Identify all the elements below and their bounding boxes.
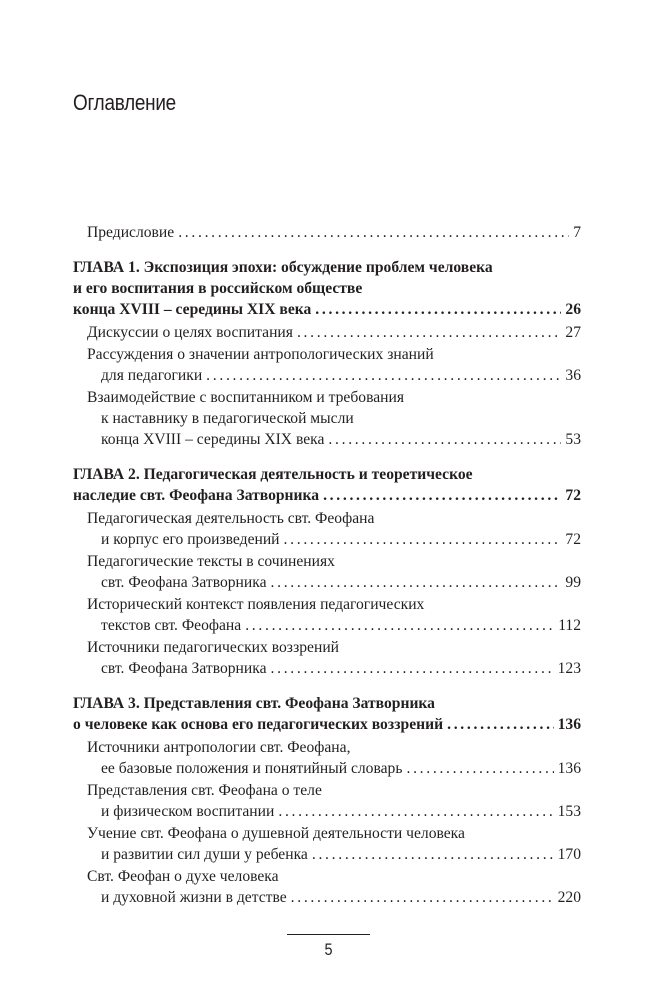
dot-leader — [312, 844, 554, 865]
toc-entry-line: конца XVIII – середины XIX века — [73, 301, 312, 318]
toc-section[interactable] — [73, 823, 581, 865]
dot-leader — [284, 529, 562, 550]
footer-rule — [287, 934, 370, 935]
dot-leader — [297, 322, 561, 343]
page-title: Оглавление — [73, 90, 176, 115]
toc-entry-line: свт. Феофана Затворника — [101, 574, 267, 591]
toc-entry-last-line — [87, 844, 581, 865]
dot-leader — [291, 887, 554, 908]
dot-leader — [406, 758, 553, 779]
toc-entry-line: к наставнику в педагогической мысли — [101, 410, 354, 427]
toc-entry-line: Источники педагогических воззрений — [87, 639, 340, 656]
toc-entry-line: и корпус его произведений — [101, 531, 280, 548]
chapter-list — [73, 257, 581, 908]
toc-entry-line: Педагогические тексты в сочинениях — [87, 553, 335, 570]
toc-page-number: 27 — [565, 324, 581, 341]
toc-chapter-3[interactable] — [73, 693, 581, 735]
toc-entry-line: Источники антропологии свт. Феофана, — [87, 739, 351, 756]
toc-entry-line: текстов свт. Феофана — [101, 617, 242, 634]
toc-page-number: 53 — [565, 431, 581, 448]
toc-entry-line: Взаимодействие с воспитанником и требования — [87, 389, 405, 406]
toc-entry-line: наследие свт. Феофана Затворника — [73, 487, 320, 504]
toc-entry-last-line — [87, 429, 581, 450]
toc-entry-last-line — [87, 529, 581, 550]
toc-entry-last-line — [87, 322, 581, 343]
toc-section[interactable] — [73, 780, 581, 822]
toc-entry-line: и духовной жизни в детстве — [101, 889, 287, 906]
toc-entry-line: Учение свт. Феофана о душевной деятельности человека — [87, 825, 465, 842]
toc-entry-line: ГЛАВА 2. Педагогическая деятельность и теоретическое — [73, 466, 473, 483]
toc-chapter-1[interactable] — [73, 257, 581, 320]
toc-entry-label: Предисловие — [87, 224, 175, 241]
toc-entry-last-line — [87, 572, 581, 593]
toc-page-number: 7 — [573, 224, 581, 241]
toc-entry-line: Свт. Феофан о духе человека — [87, 868, 279, 885]
toc-page-number: 170 — [557, 846, 581, 863]
toc-entry-last-line — [87, 801, 581, 822]
toc-page-number: 136 — [557, 760, 581, 777]
toc-section[interactable] — [73, 322, 581, 343]
toc-page-number: 220 — [557, 889, 581, 906]
dot-leader — [323, 485, 561, 506]
dot-leader — [245, 615, 554, 636]
toc-entry-line: Дискуссии о целях воспитания — [87, 324, 293, 341]
toc-entry-line: конца XVIII – середины XIX века — [101, 431, 325, 448]
toc-entry-line: Исторический контекст появления педагогических — [87, 596, 425, 613]
toc-page-number: 123 — [557, 660, 581, 677]
toc-page-number: 99 — [565, 574, 581, 591]
toc-section[interactable] — [73, 387, 581, 450]
toc-page-number: 72 — [565, 487, 581, 504]
dot-leader — [271, 658, 554, 679]
toc-page-number: 72 — [565, 531, 581, 548]
toc-chapter-2[interactable] — [73, 464, 581, 506]
toc-entry-line: свт. Феофана Затворника — [101, 660, 267, 677]
toc-entry-last-line — [87, 365, 581, 386]
toc-section[interactable] — [73, 551, 581, 593]
toc-section[interactable] — [73, 737, 581, 779]
toc-section[interactable] — [73, 866, 581, 908]
toc-page-number: 26 — [565, 301, 581, 318]
dot-leader — [178, 222, 569, 243]
toc-entry-line: ее базовые положения и понятийный словарь — [101, 760, 403, 777]
toc-entry-line: и физическом воспитании — [101, 803, 275, 820]
toc-page-number: 136 — [557, 716, 581, 733]
page-number: 5 — [324, 940, 333, 959]
toc-page-number: 112 — [558, 617, 581, 634]
toc-page-number: 36 — [565, 367, 581, 384]
toc-entry-line: ГЛАВА 1. Экспозиция эпохи: обсуждение проблем человека — [73, 259, 493, 276]
toc-entry-last-line — [87, 658, 581, 679]
dot-leader — [271, 572, 562, 593]
toc-entry-last-line — [73, 485, 581, 506]
toc-entry-line: Рассуждения о значении антропологических знаний — [87, 346, 434, 363]
toc-entry-last-line — [87, 758, 581, 779]
toc-entry-line: и развитии сил души у ребенка — [101, 846, 308, 863]
toc-section[interactable] — [73, 508, 581, 550]
toc-entry-line: для педагогики — [101, 367, 203, 384]
toc-section[interactable] — [73, 637, 581, 679]
toc-section[interactable] — [73, 344, 581, 386]
dot-leader — [328, 429, 561, 450]
toc-entry-line: Представления свт. Феофана о теле — [87, 782, 322, 799]
toc-entry-last-line — [87, 615, 581, 636]
table-of-contents — [73, 222, 581, 908]
toc-entry-line: Педагогическая деятельность свт. Феофана — [87, 510, 375, 527]
dot-leader — [447, 714, 554, 735]
toc-page-number: 153 — [557, 803, 581, 820]
toc-entry-last-line — [73, 714, 581, 735]
toc-entry-last-line — [73, 299, 581, 320]
dot-leader — [278, 801, 553, 822]
toc-entry-last-line — [87, 887, 581, 908]
toc-entry-line: ГЛАВА 3. Представления свт. Феофана Затворника — [73, 695, 435, 712]
toc-entry-preface[interactable] — [73, 222, 581, 243]
dot-leader — [315, 299, 561, 320]
toc-entry-line: и его воспитания в российском обществе — [73, 280, 363, 297]
dot-leader — [206, 365, 561, 386]
toc-section[interactable] — [73, 594, 581, 636]
toc-entry-line: о человеке как основа его педагогических воззрений — [73, 716, 444, 733]
